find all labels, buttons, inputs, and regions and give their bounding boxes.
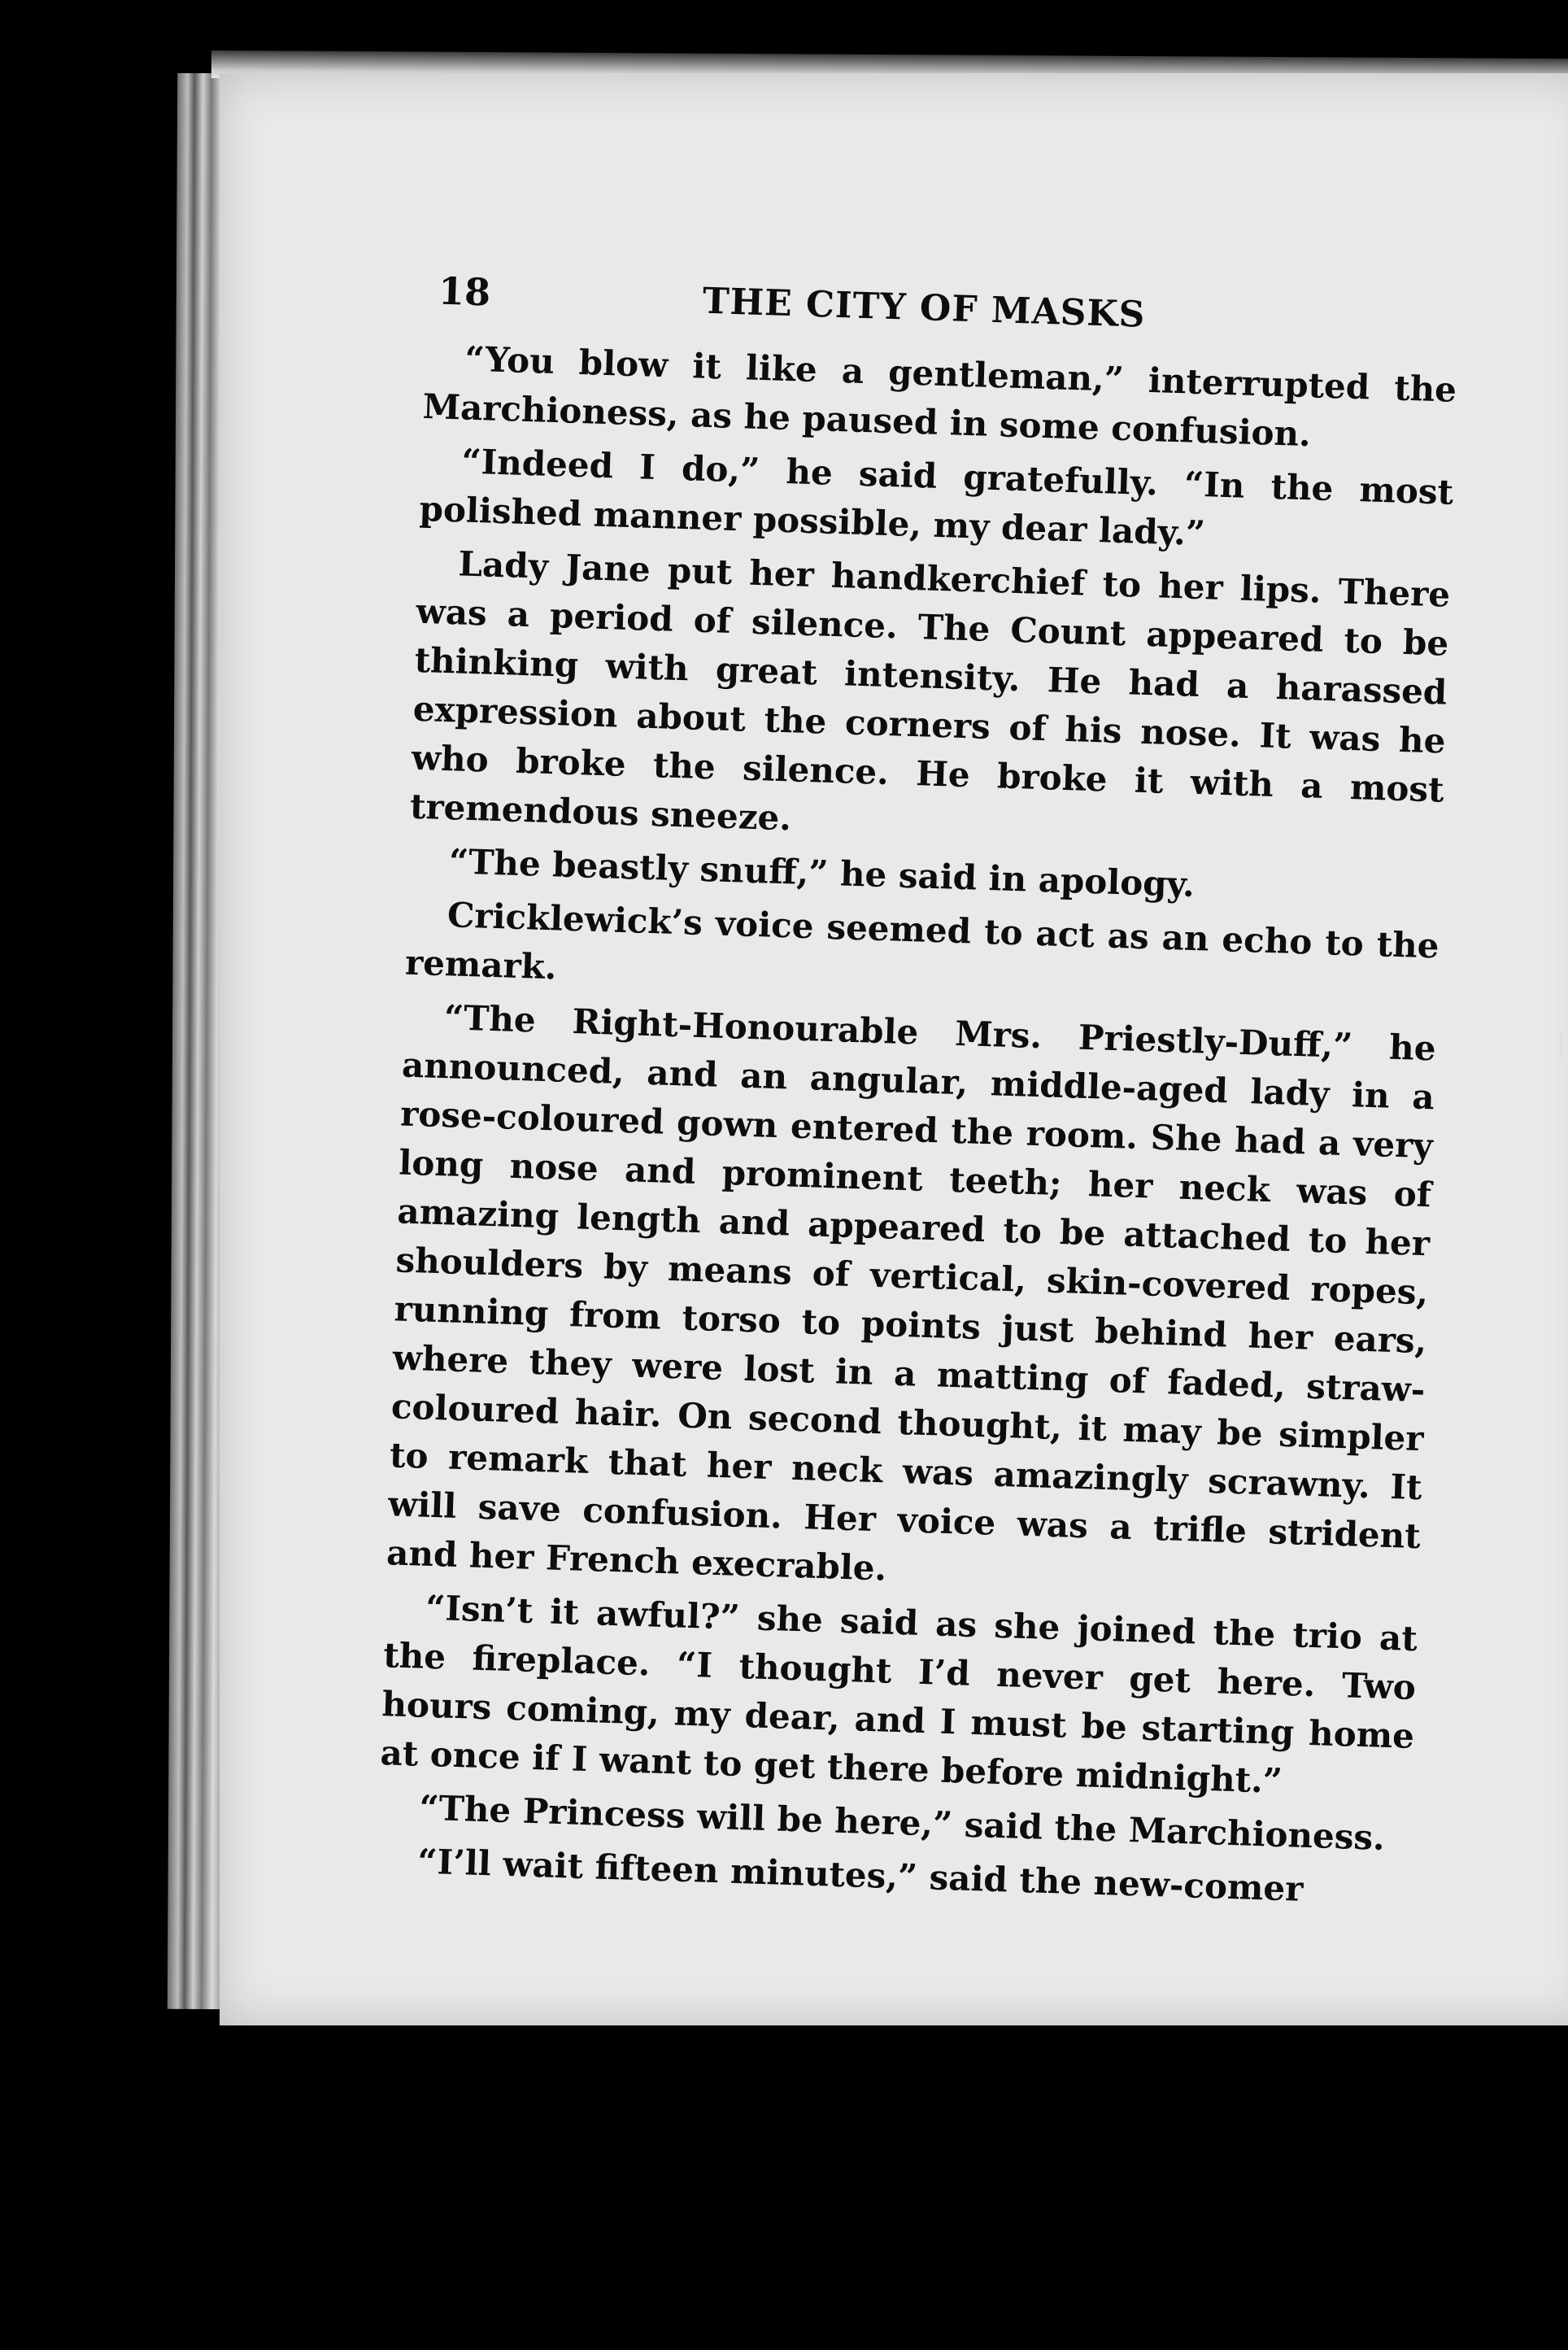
page-content: [376, 268, 1459, 1922]
paragraph: “The beastly snuff,” he said in apology.: [448, 841, 1196, 905]
running-title: THE CITY OF MASKS: [702, 280, 1147, 336]
book-page: [220, 73, 1568, 2025]
paragraph: “You blow it like a gentleman,” interrupted the Marchioness, as he paused in some confusion.: [421, 338, 1457, 455]
paragraph: “Isn’t it awful?” she said as she joined the trio at the fireplace. “I thought I’d never get here. Two hours coming, my dear, and I must be starting home at once if I want to get there before midnight.”: [379, 1587, 1418, 1801]
paragraph: “The Princess will be here,” said the Marchioness.: [418, 1787, 1386, 1858]
paragraph: Lady Jane put her handkerchief to her lips. There was a period of silence. The Count appeared to be thinking with great intensity. He had a harassed expression about the corners of his nose. It was he who broke the silence. He broke it with a most tremendous sneeze.: [409, 543, 1451, 839]
page-number: 18: [438, 268, 491, 315]
paragraph: “Indeed I do,” he said gratefully. “In the most polished manner possible, my dear lady.”: [418, 441, 1454, 554]
scan-edge-mark: [1560, 1033, 1563, 1057]
body-text: [377, 334, 1457, 1917]
paragraph: “I’ll wait fifteen minutes,” said the new-comer: [416, 1841, 1304, 1909]
paragraph: “The Right-Honourable Mrs. Priestly-Duff,” he announced, and an angular, middle-aged lady in a rose-coloured gown entered the room. She had a very long nose and prominent teeth; her neck was of amazing length and appeared to be attached to her shoulders by means of vertical, skin-covered ropes, running from torso to points just behind her ears, where they were lost in a matting of faded, straw-coloured hair. On second thought, it may be simpler to remark that her neck was amazingly scrawny. It will save confusion. Her voice was a trifle strident and her French execrable.: [385, 997, 1437, 1589]
paragraph: Cricklewick’s voice seemed to act as an echo to the remark.: [404, 895, 1440, 988]
